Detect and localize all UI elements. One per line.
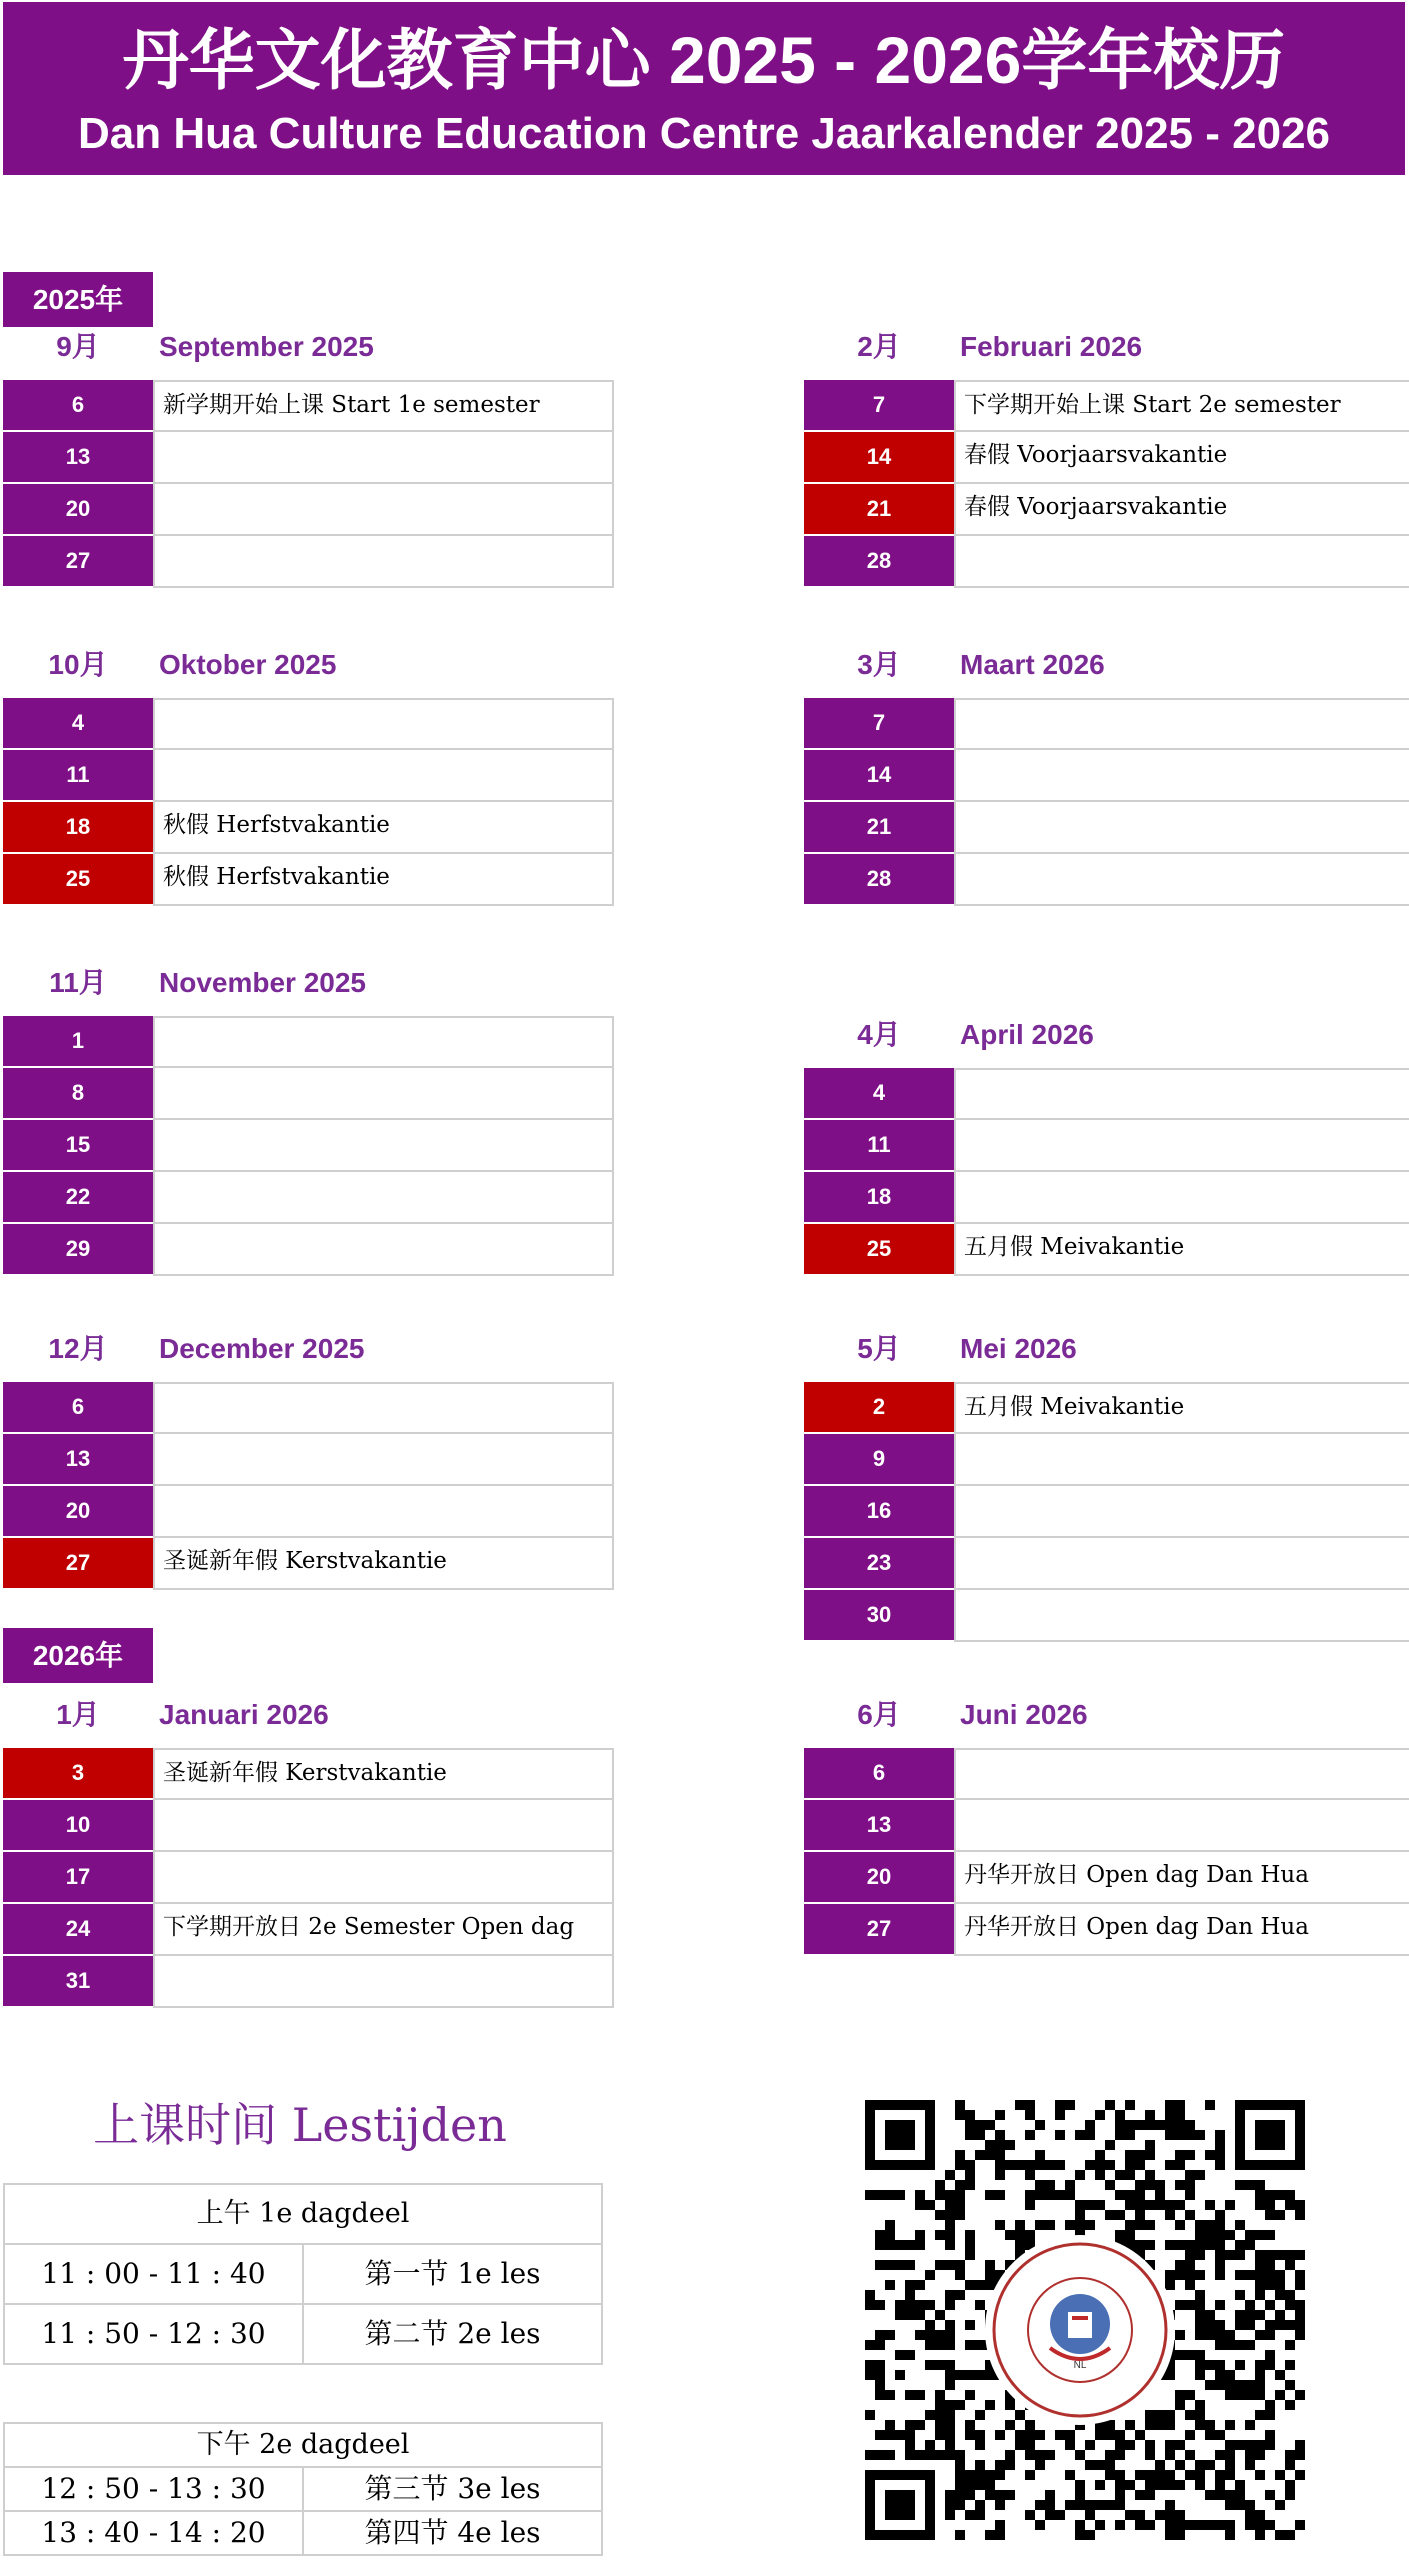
event-cell	[153, 1016, 614, 1068]
calendar-row	[804, 802, 1407, 854]
event-cell: 丹华开放日 Open dag Dan Hua	[954, 1904, 1409, 1956]
event-cell	[153, 1068, 614, 1120]
event-cell	[153, 536, 614, 588]
date-cell: 22	[3, 1172, 153, 1224]
event-cell	[153, 1956, 614, 2008]
month-label-cn: 6月	[857, 1699, 901, 1730]
time-row	[5, 2305, 601, 2363]
calendar-row	[3, 1382, 606, 1434]
month-label-nl: November 2025	[159, 967, 367, 998]
event-cell	[153, 1434, 614, 1486]
month-label-cn: 4月	[857, 1019, 901, 1050]
date-cell: 13	[3, 1434, 153, 1486]
event-cell	[954, 854, 1409, 906]
event-cell	[153, 1852, 614, 1904]
month-header	[3, 1696, 606, 1734]
time-range: 13 : 40 - 14 : 20	[41, 2516, 266, 2549]
event-cell	[954, 1590, 1409, 1642]
calendar-row	[804, 1486, 1407, 1538]
month-table	[3, 698, 606, 906]
month-header	[804, 646, 1407, 684]
date-cell: 21	[804, 802, 954, 854]
month-table	[3, 1382, 606, 1590]
date-cell: 16	[804, 1486, 954, 1538]
event-cell: 春假 Voorjaarsvakantie	[954, 432, 1409, 484]
title-chinese: 丹华文化教育中心 2025 - 2026学年校历	[122, 23, 1286, 97]
calendar-row	[804, 854, 1407, 906]
calendar-row	[3, 854, 606, 906]
morning-schedule	[3, 2183, 603, 2365]
month-label-cn: 9月	[56, 331, 100, 362]
date-cell: 15	[3, 1120, 153, 1172]
calendar-row	[3, 1016, 606, 1068]
event-cell: 五月假 Meivakantie	[954, 1382, 1409, 1434]
event-cell	[954, 1434, 1409, 1486]
date-cell: 11	[804, 1120, 954, 1172]
month-label-cn: 10月	[48, 649, 108, 680]
event-cell	[153, 1172, 614, 1224]
calendar-row	[3, 1224, 606, 1276]
calendar-row	[804, 1800, 1407, 1852]
holiday-date-cell: 25	[3, 854, 153, 906]
calendar-row	[804, 1590, 1407, 1642]
event-cell	[954, 1120, 1409, 1172]
date-cell: 27	[804, 1904, 954, 1956]
qr-code	[865, 2100, 1305, 2540]
month-label-nl: Mei 2026	[960, 1333, 1077, 1364]
date-cell: 20	[3, 484, 153, 536]
calendar-row	[3, 1904, 606, 1956]
title-dutch: Dan Hua Culture Education Centre Jaarkalender 2025 - 2026	[77, 109, 1331, 158]
calendar-row	[3, 1120, 606, 1172]
calendar-row	[804, 1382, 1407, 1434]
holiday-date-cell: 2	[804, 1382, 954, 1434]
month-label-nl: Juni 2026	[960, 1699, 1088, 1730]
month-header	[3, 646, 606, 684]
date-cell: 11	[3, 750, 153, 802]
lesson-label: 第一节 1e les	[302, 2245, 601, 2303]
month-header	[804, 1696, 1407, 1734]
month-table	[3, 380, 606, 588]
month-table	[804, 698, 1407, 906]
month-label-nl: Februari 2026	[960, 331, 1143, 362]
event-cell	[153, 1486, 614, 1538]
calendar-row	[804, 1748, 1407, 1800]
calendar-row	[3, 1434, 606, 1486]
holiday-date-cell: 27	[3, 1538, 153, 1590]
date-cell: 8	[3, 1068, 153, 1120]
calendar-row	[804, 1068, 1407, 1120]
lesson-label: 第三节 3e les	[302, 2468, 601, 2510]
calendar-row	[3, 1538, 606, 1590]
month-label-cn: 2月	[857, 331, 901, 362]
month-table	[804, 1748, 1407, 1956]
calendar-row	[804, 750, 1407, 802]
month-label-cn: 3月	[857, 649, 901, 680]
holiday-date-cell: 21	[804, 484, 954, 536]
svg-text:NL: NL	[1073, 2360, 1087, 2371]
event-cell: 五月假 Meivakantie	[954, 1224, 1409, 1276]
holiday-date-cell: 14	[804, 432, 954, 484]
month-label-cn: 1月	[56, 1699, 100, 1730]
calendar-row	[3, 1172, 606, 1224]
event-cell	[954, 1748, 1409, 1800]
calendar-row	[3, 698, 606, 750]
event-cell	[153, 698, 614, 750]
calendar-row	[804, 1120, 1407, 1172]
time-row	[5, 2468, 601, 2512]
calendar-row	[3, 802, 606, 854]
calendar-row	[804, 536, 1407, 588]
calendar-row	[804, 1904, 1407, 1956]
calendar-row	[3, 1068, 606, 1120]
month-header	[804, 328, 1407, 366]
month-header	[3, 328, 606, 366]
date-cell: 28	[804, 536, 954, 588]
event-cell	[954, 536, 1409, 588]
month-header	[3, 964, 606, 1002]
month-table	[804, 380, 1407, 588]
lesson-label: 第四节 4e les	[302, 2512, 601, 2554]
date-cell: 7	[804, 380, 954, 432]
calendar-row	[3, 1852, 606, 1904]
lesson-label: 第二节 2e les	[302, 2305, 601, 2363]
time-range: 11 : 00 - 11 : 40	[41, 2257, 266, 2290]
month-header	[804, 1016, 1407, 1054]
holiday-date-cell: 25	[804, 1224, 954, 1276]
date-cell: 18	[804, 1172, 954, 1224]
morning-heading: 上午 1e dagdeel	[5, 2185, 601, 2245]
month-label-nl: Januari 2026	[159, 1699, 329, 1730]
date-cell: 13	[804, 1800, 954, 1852]
event-cell: 秋假 Herfstvakantie	[153, 802, 614, 854]
date-cell: 9	[804, 1434, 954, 1486]
date-cell: 24	[3, 1904, 153, 1956]
month-label-nl: Oktober 2025	[159, 649, 337, 680]
date-cell: 31	[3, 1956, 153, 2008]
time-range: 11 : 50 - 12 : 30	[41, 2317, 266, 2350]
qr-finder-top-right	[1235, 2100, 1305, 2170]
event-cell	[954, 1486, 1409, 1538]
calendar-row	[3, 1748, 606, 1800]
year-label-2026: 2026年	[3, 1628, 153, 1683]
dan-hua-logo	[985, 2235, 1175, 2425]
time-row	[5, 2512, 601, 2554]
event-cell: 圣诞新年假 Kerstvakantie	[153, 1538, 614, 1590]
event-cell	[954, 802, 1409, 854]
event-cell	[153, 750, 614, 802]
calendar-row	[3, 1800, 606, 1852]
calendar-row	[804, 380, 1407, 432]
event-cell	[153, 1800, 614, 1852]
holiday-date-cell: 3	[3, 1748, 153, 1800]
calendar-row	[804, 698, 1407, 750]
month-label-nl: December 2025	[159, 1333, 365, 1364]
date-cell: 10	[3, 1800, 153, 1852]
qr-finder-top-left	[865, 2100, 935, 2170]
date-cell: 4	[3, 698, 153, 750]
lestijden-title: 上课时间 Lestijden	[93, 2098, 507, 2152]
event-cell	[954, 1538, 1409, 1590]
event-cell	[153, 484, 614, 536]
event-cell	[954, 750, 1409, 802]
date-cell: 13	[3, 432, 153, 484]
calendar-row	[804, 1224, 1407, 1276]
event-cell: 下学期开始上课 Start 2e semester	[954, 380, 1409, 432]
event-cell: 下学期开放日 2e Semester Open dag	[153, 1904, 614, 1956]
event-cell	[954, 698, 1409, 750]
month-label-cn: 11月	[49, 967, 107, 998]
date-cell: 14	[804, 750, 954, 802]
afternoon-heading: 下午 2e dagdeel	[5, 2424, 601, 2468]
month-header	[804, 1330, 1407, 1368]
date-cell: 27	[3, 536, 153, 588]
calendar-row	[804, 1852, 1407, 1904]
calendar-row	[3, 1956, 606, 2008]
date-cell: 20	[804, 1852, 954, 1904]
afternoon-schedule	[3, 2422, 603, 2556]
month-table	[3, 1748, 606, 2008]
event-cell	[153, 1224, 614, 1276]
month-label-cn: 5月	[857, 1333, 901, 1364]
month-label-nl: September 2025	[159, 331, 374, 362]
month-label-nl: Maart 2026	[960, 649, 1105, 680]
event-cell: 圣诞新年假 Kerstvakantie	[153, 1748, 614, 1800]
calendar-row	[3, 536, 606, 588]
calendar-row	[804, 1434, 1407, 1486]
event-cell	[153, 1382, 614, 1434]
calendar-row	[804, 484, 1407, 536]
event-cell	[954, 1800, 1409, 1852]
month-label-cn: 12月	[48, 1333, 108, 1364]
event-cell	[153, 432, 614, 484]
calendar-row	[3, 484, 606, 536]
time-range: 12 : 50 - 13 : 30	[41, 2472, 266, 2505]
calendar-row	[804, 1172, 1407, 1224]
date-cell: 30	[804, 1590, 954, 1642]
event-cell: 丹华开放日 Open dag Dan Hua	[954, 1852, 1409, 1904]
event-cell: 秋假 Herfstvakantie	[153, 854, 614, 906]
event-cell: 春假 Voorjaarsvakantie	[954, 484, 1409, 536]
holiday-date-cell: 18	[3, 802, 153, 854]
date-cell: 6	[3, 1382, 153, 1434]
date-cell: 4	[804, 1068, 954, 1120]
date-cell: 23	[804, 1538, 954, 1590]
year-label-2025: 2025年	[3, 272, 153, 327]
month-table	[3, 1016, 606, 1276]
time-row	[5, 2245, 601, 2305]
qr-finder-bottom-left	[865, 2470, 935, 2540]
date-cell: 1	[3, 1016, 153, 1068]
date-cell: 7	[804, 698, 954, 750]
title-banner	[3, 2, 1405, 175]
date-cell: 29	[3, 1224, 153, 1276]
calendar-row	[3, 750, 606, 802]
date-cell: 28	[804, 854, 954, 906]
month-header	[3, 1330, 606, 1368]
event-cell	[954, 1068, 1409, 1120]
date-cell: 6	[3, 380, 153, 432]
date-cell: 6	[804, 1748, 954, 1800]
calendar-row	[3, 432, 606, 484]
month-label-nl: April 2026	[960, 1019, 1094, 1050]
calendar-row	[3, 380, 606, 432]
date-cell: 20	[3, 1486, 153, 1538]
event-cell	[153, 1120, 614, 1172]
calendar-row	[804, 432, 1407, 484]
event-cell	[954, 1172, 1409, 1224]
month-table	[804, 1382, 1407, 1642]
date-cell: 17	[3, 1852, 153, 1904]
month-table	[804, 1068, 1407, 1276]
event-cell: 新学期开始上课 Start 1e semester	[153, 380, 614, 432]
calendar-row	[3, 1486, 606, 1538]
calendar-row	[804, 1538, 1407, 1590]
